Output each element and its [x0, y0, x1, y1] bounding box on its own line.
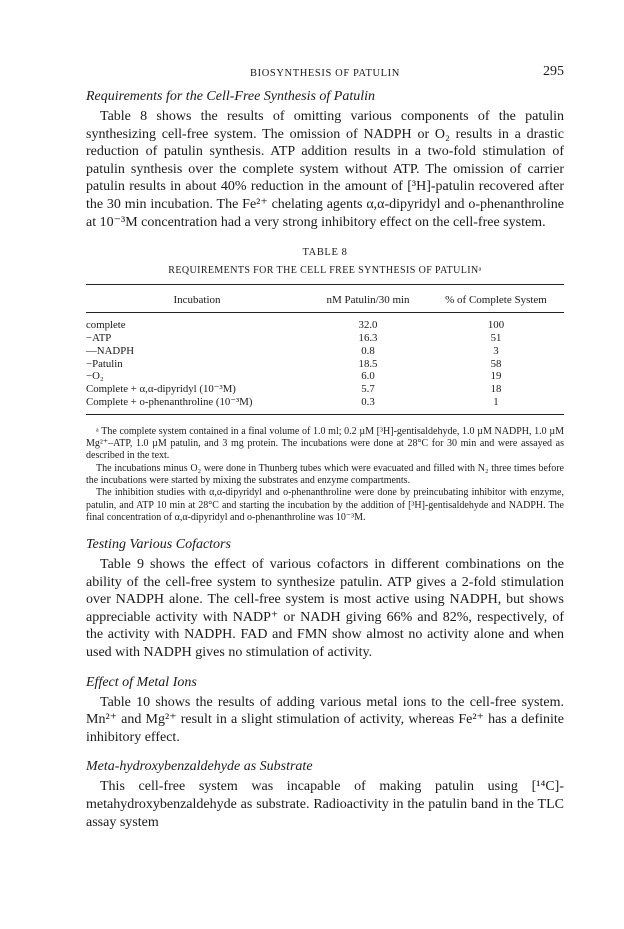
- table-cell: 32.0: [358, 319, 378, 332]
- section-heading-meta-hydroxybenzaldehyde: Meta-hydroxybenzaldehyde as Substrate: [86, 759, 313, 775]
- table-cell: −ATP: [86, 331, 112, 344]
- table-cell: 1: [493, 395, 499, 408]
- column-header-percent: % of Complete System: [445, 294, 547, 307]
- table-cell: 58: [490, 357, 502, 370]
- table-footnote: ᵃ The complete system contained in a final volume of 1.0 ml; 0.2 µM [³H]-gentisaldehyde, 1.0 µM NADPH, 1.0 µM Mg²⁺–ATP, 1.0 µM patulin, and 3 mg protein. The incubations were done at 28°C for 30 min and were assayed as described in the text.: [86, 425, 564, 462]
- section-paragraph-requirements: Table 8 shows the results of omitting various components of the patulin synthesizing cell-free system. The omission of NADPH or O₂ results in a drastic reduction of patulin synthesis. ATP addition results in a two-fold stimulation of patulin synthesis over the complete system without ATP. The omission of carrier patulin results in about 40% reduction in the amount of [³H]-patulin recovered after the 30 min incubation. The Fe²⁺ chelating agents α,α-dipyridyl and o-phenanthroline at 10⁻³M concentration had a very strong inhibitory effect on the cell-free system.: [86, 109, 564, 230]
- table-cell: 5.7: [361, 383, 375, 396]
- table-header-row: [86, 285, 564, 312]
- table-footnote: The inhibition studies with α,α-dipyridyl and o-phenanthroline were done by preincubating inhibitor with enzyme, patulin, and ATP 10 min at 28°C and starting the incubation by the addition of [³H]-gentisaldehyde and NADPH. The final concentration of α,α-dipyridyl and o-phenanthroline was 10⁻³M.: [86, 487, 564, 523]
- table-row: [86, 332, 564, 345]
- table-cell: 0.8: [361, 344, 375, 357]
- table-cell: Complete + o-phenanthroline (10⁻³M): [86, 395, 253, 408]
- section-paragraph-cofactors: Table 9 shows the effect of various cofactors in different combinations on the ability of the cell-free system to synthesize patulin. ATP gives a 2-fold stimulation over NADPH alone. The cell-free system is most active using NADPH, but shows appreciable activity with NADP⁺ or NADH giving 66% and 82%, respectively, of the activity with NADPH. FAD and FMN show almost no activity alone and when used with NADPH gives no stimulation of activity.: [86, 557, 564, 661]
- table-cell: 0.3: [361, 395, 375, 408]
- table-row: [86, 383, 564, 396]
- table-row: [86, 370, 564, 383]
- table-cell: 51: [490, 331, 502, 344]
- table-cell: 18: [490, 383, 502, 396]
- section-paragraph-metal-ions: Table 10 shows the results of adding various metal ions to the cell-free system. Mn²⁺ and Mg²⁺ result in a slight stimulation of activity, whereas Fe²⁺ has a definite inhibitory effect.: [86, 694, 564, 745]
- table-cell: 16.3: [358, 331, 378, 344]
- column-header-patulin: nM Patulin/30 min: [326, 294, 410, 307]
- document-page: [86, 62, 564, 831]
- section-heading-metal-ions: Effect of Metal Ions: [86, 674, 197, 690]
- table-cell: 3: [493, 344, 499, 357]
- table-footnote: The incubations minus O₂ were done in Thunberg tubes which were evacuated and filled with N₂ three times before the incubations were started by mixing the substrates and enzyme compartments.: [86, 462, 564, 486]
- section-heading-requirements: Requirements for the Cell-Free Synthesis of Patulin: [86, 89, 376, 104]
- table-bottom-rule: [86, 414, 564, 415]
- table-row: [86, 319, 564, 332]
- table-cell: complete: [86, 319, 126, 332]
- table-cell: 19: [490, 370, 502, 383]
- page-number: 295: [543, 64, 564, 79]
- column-header-incubation: Incubation: [173, 294, 221, 307]
- table-cell: 18.5: [358, 357, 378, 370]
- section-paragraph-meta-hydroxybenzaldehyde: This cell-free system was incapable of making patulin using [¹⁴C]-metahydroxybenzaldehyde as substrate. Radioactivity in the patulin band in the TLC assay system: [86, 779, 564, 830]
- table-body: [86, 313, 564, 414]
- running-head-title: BIOSYNTHESIS OF PATULIN: [250, 68, 400, 79]
- table-row: [86, 358, 564, 371]
- table-cell: −O₂: [86, 370, 104, 383]
- table-cell: 6.0: [361, 370, 375, 383]
- section-heading-cofactors: Testing Various Cofactors: [86, 537, 231, 553]
- table-cell: Complete + α,α-dipyridyl (10⁻³M): [86, 383, 236, 396]
- table-caption: REQUIREMENTS FOR THE CELL FREE SYNTHESIS OF PATULINᵃ: [168, 265, 482, 277]
- table-cell: −Patulin: [86, 357, 123, 370]
- table-cell: 100: [487, 319, 505, 332]
- table-cell: —NADPH: [86, 344, 134, 357]
- table-footnotes: [86, 426, 564, 524]
- table-label: TABLE 8: [302, 247, 348, 259]
- table-row: [86, 345, 564, 358]
- table-row: [86, 396, 564, 409]
- running-head: [86, 62, 564, 86]
- table-8: [86, 284, 564, 415]
